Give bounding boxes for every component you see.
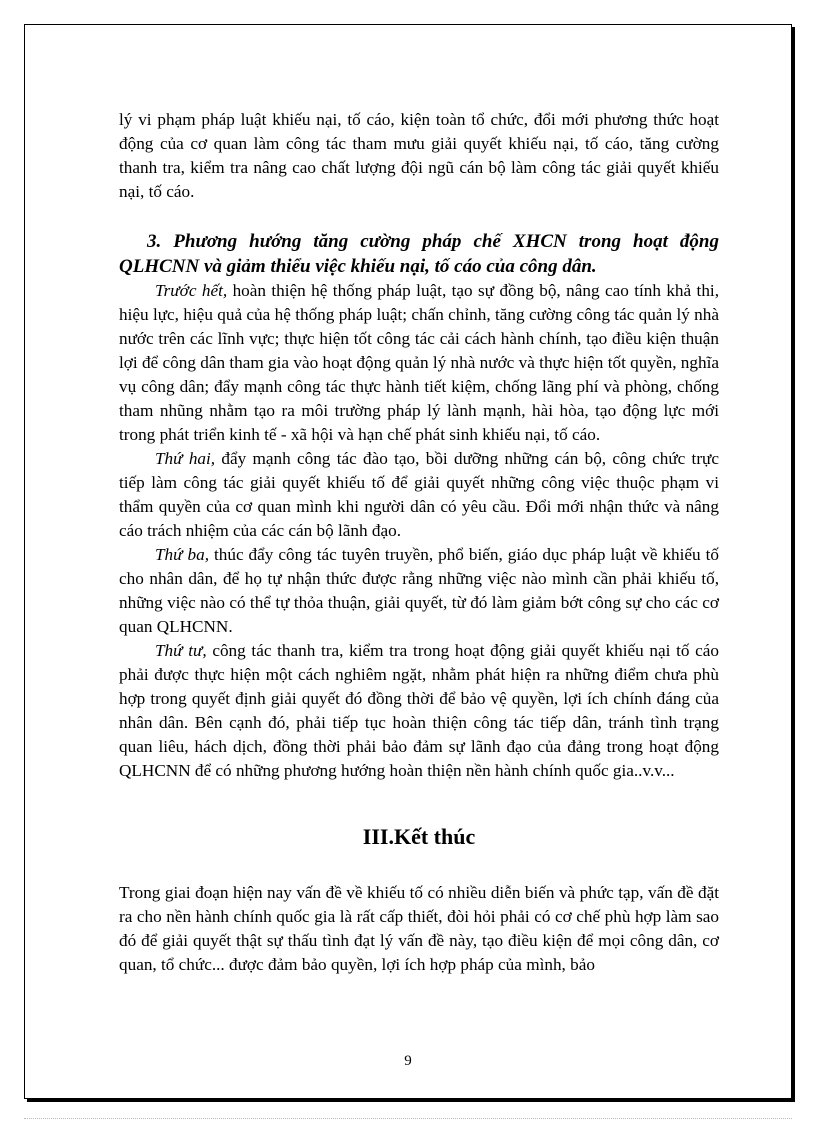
paragraph-third-lead: Thứ ba, <box>155 545 209 564</box>
paragraph-first-lead: Trước hết, <box>155 281 228 300</box>
paragraph-fourth-lead: Thứ tư, <box>155 641 207 660</box>
page-number: 9 <box>404 1053 412 1069</box>
section-title-conclusion: III.Kết thúc <box>362 824 476 849</box>
section-3-heading: 3. Phương hướng tăng cường pháp chế XHCN trong hoạt động QLHCNN và giảm thiểu việc khiếu nại, tố cáo của công dân. <box>119 231 719 277</box>
paragraph-third-body: thúc đẩy công tác tuyên truyền, phổ biến, giáo dục pháp luật về khiếu tố cho nhân dân, để họ tự nhận thức được rằng những việc nào mình cần phải khiếu tố, những việc nào có thể tự thỏa thuận, giải quyết, từ đó làm giảm bớt công sự cho các cơ quan QLHCNN. <box>119 545 719 636</box>
bottom-divider <box>24 1118 792 1119</box>
conclusion-paragraph: Trong giai đoạn hiện nay vấn đề về khiếu tố có nhiều diễn biến và phức tạp, vấn đề đặt ra cho nền hành chính quốc gia là rất cấp thiết, đòi hỏi phải có cơ chế phù hợp làm sao đó để giải quyết thật sự thấu tình đạt lý vấn đề này, tạo điều kiện để mọi công dân, cơ quan, tổ chức... được đảm bảo quyền, lợi ích hợp pháp của mình, bảo <box>119 883 719 974</box>
paragraph-second <box>119 447 719 543</box>
paragraph-third <box>119 543 719 639</box>
paragraph-fourth-body: công tác thanh tra, kiểm tra trong hoạt động giải quyết khiếu nại tố cáo phải được thực hiện một cách nghiêm ngặt, nhằm phát hiện ra những điểm chưa phù hợp trong quyết định giải quyết đó đồng thời để bảo vệ quyền, lợi ích chính đáng của nhân dân. Bên cạnh đó, phải tiếp tục hoàn thiện công tác tiếp dân, tránh tình trạng quan liêu, hách dịch, đồng thời phải bảo đảm sự lãnh đạo của đảng trong hoạt động QLHCNN để có những phương hướng hoàn thiện nền hành chính quốc gia..v.v... <box>119 641 719 780</box>
paragraph-second-body: đẩy mạnh công tác đào tạo, bồi dưỡng những cán bộ, công chức trực tiếp làm công tác giải quyết khiếu tố để giải quyết những công việc thuộc phạm vi thẩm quyền của cơ quan mình khi người dân có yêu cầu. Đổi mới nhận thức và nâng cáo trách nhiệm của các cán bộ lãnh đạo. <box>119 449 719 540</box>
document-body <box>119 108 719 977</box>
paragraph-first <box>119 279 719 447</box>
intro-paragraph: lý vi phạm pháp luật khiếu nại, tố cáo, kiện toàn tổ chức, đổi mới phương thức hoạt động của cơ quan làm công tác tham mưu giải quyết khiếu nại, tố cáo, tăng cường thanh tra, kiểm tra nâng cao chất lượng đội ngũ cán bộ làm công tác giải quyết khiếu nại, tố cáo. <box>119 110 719 201</box>
paragraph-second-lead: Thứ hai, <box>155 449 216 468</box>
paragraph-fourth <box>119 639 719 783</box>
paragraph-first-body: hoàn thiện hệ thống pháp luật, tạo sự đồng bộ, nâng cao tính khả thi, hiệu lực, hiệu quả của hệ thống pháp luật; chấn chỉnh, tăng cường công tác quản lý nhà nước trên các lĩnh vực; thực hiện tốt công tác cải cách hành chính, tạo điều kiện thuận lợi để công dân tham gia vào hoạt động quản lý nhà nước và thực hiện tốt quyền, nghĩa vụ công dân; đẩy mạnh công tác thực hành tiết kiệm, chống lãng phí và phòng, chống tham nhũng nhằm tạo ra môi trường pháp lý lành mạnh, hài hòa, tạo động lực mới trong phát triển kinh tế - xã hội và hạn chế phát sinh khiếu nại, tố cáo. <box>119 281 719 444</box>
